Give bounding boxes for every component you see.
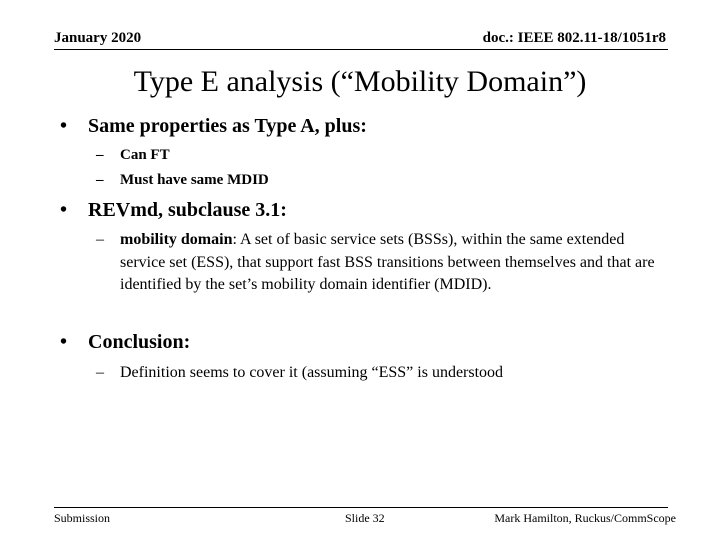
bullet-marker: • [60, 331, 68, 353]
footer-author: Mark Hamilton, Ruckus/CommScope [494, 511, 676, 525]
sub-bullet-3-1 [96, 362, 666, 386]
sub-bullet-1-2 [96, 169, 656, 191]
sub-bullet-3-1-text: Definition seems to cover it (assuming “ESS” is understood [120, 364, 504, 381]
bullet-marker: • [60, 199, 68, 221]
dash-marker: – [96, 172, 104, 188]
footer-rule [54, 507, 668, 508]
sub-bullet-1-2-text: Must have same MDID [120, 172, 269, 188]
sub-bullet-1-1 [96, 144, 656, 166]
bullet-marker: • [60, 115, 68, 137]
bullet-1-text: Same properties as Type A, plus: [88, 115, 367, 137]
slide-title: Type E analysis (“Mobility Domain”) [133, 65, 587, 98]
footer-submission: Submission [54, 511, 111, 525]
header-doc-id: doc.: IEEE 802.11-18/1051r8 [482, 30, 666, 46]
bullet-3-text: Conclusion: [88, 331, 191, 353]
definition-term: mobility domain [120, 231, 233, 248]
dash-marker: – [96, 364, 104, 381]
sub-bullet-1-1-text: Can FT [120, 147, 170, 163]
definition-block [96, 229, 666, 325]
footer-slide-number: Slide 32 [345, 511, 385, 525]
definition-text: : A set of basic service sets (BSSs), within the same extended service set (ESS), that support fast BSS transitions between themselves and that are identified by the set’s mobility domain identifier (MDID). [120, 231, 655, 293]
bullet-2-text: REVmd, subclause 3.1: [88, 199, 287, 221]
header-date: January 2020 [54, 30, 142, 46]
dash-marker: – [96, 231, 104, 248]
dash-marker: – [96, 147, 104, 163]
header-rule [54, 49, 668, 50]
definition-paragraph [120, 229, 660, 297]
